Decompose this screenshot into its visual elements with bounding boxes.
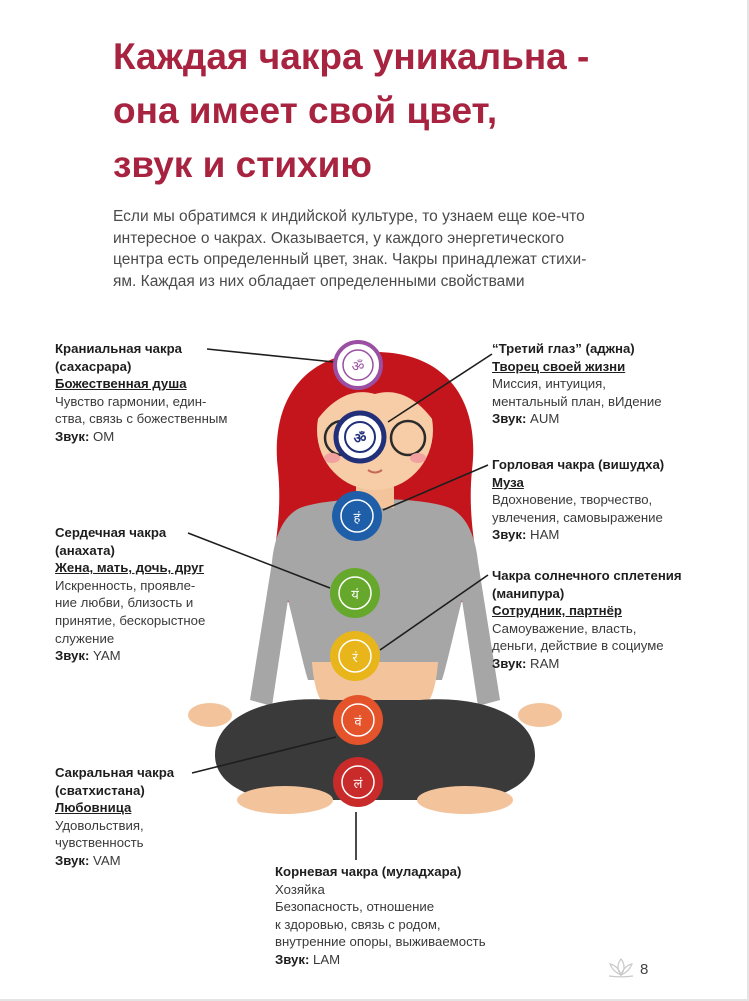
solar-desc-2: деньги, действие в социуме (492, 638, 664, 654)
chakra-crown-badge (335, 342, 381, 388)
page-number: 8 (640, 961, 649, 978)
chakra-solar-description (492, 567, 682, 673)
chakra-heart-badge (330, 568, 380, 618)
heading-line-1: Каждая чакра уникальна - (113, 36, 590, 77)
chakra-throat-description (492, 456, 664, 544)
third-eye-desc-1: Миссия, интуиция, (492, 376, 606, 392)
throat-symbol: हं (353, 511, 361, 526)
throat-title-1: Горловая чакра (вишудха) (492, 457, 665, 472)
solar-title-2: (манипура) (492, 585, 565, 601)
chakra-throat-badge (332, 491, 382, 541)
throat-sound-label: Звук: (492, 527, 527, 543)
root-symbol: लं (353, 777, 363, 792)
third-eye-sound-line (492, 410, 662, 428)
solar-title-1: Чакра солнечного сплетения (492, 568, 682, 583)
third-eye-role: Творец своей жизни (492, 358, 626, 374)
heading-line-2: она имеет свой цвет, (113, 90, 498, 131)
root-desc-2: к здоровью, связь с родом, (275, 916, 441, 932)
chakra-root-badge (333, 757, 383, 807)
crown-role: Божественная душа (55, 376, 187, 392)
sacral-sound-line (55, 852, 174, 870)
chakra-third-eye-description (492, 340, 662, 428)
heart-desc-4: служение (55, 630, 115, 646)
sacral-symbol: वं (354, 715, 362, 730)
throat-desc-1: Вдохновение, творчество, (492, 492, 653, 508)
heart-symbol: यं (351, 588, 359, 603)
chakra-sacral-description (55, 764, 174, 870)
heart-sound-line (55, 647, 205, 665)
solar-sound-line (492, 655, 682, 673)
solar-sound-label: Звук: (492, 655, 527, 671)
crown-title-2: (сахасрара) (55, 358, 132, 374)
root-desc-1: Безопасность, отношение (275, 899, 435, 915)
chakra-heart-description (55, 524, 205, 665)
sacral-title-1: Сакральная чакра (55, 765, 175, 780)
crown-desc-1: Чувство гармонии, един- (55, 393, 207, 409)
heart-desc-2: ние любви, близость и (55, 595, 194, 611)
left-foot (237, 786, 333, 814)
chakra-root-description (275, 863, 486, 969)
heading-line-3: звук и стихию (113, 144, 372, 185)
solar-sound: RAM (526, 655, 560, 671)
solar-desc-1: Самоуважение, власть, (492, 620, 637, 636)
intro-line-2: интересное о чакрах. Оказывается, у каждого энергетического (113, 229, 565, 247)
heart-sound-label: Звук: (55, 648, 90, 664)
sacral-desc-2: чувственность (55, 835, 144, 851)
chakra-sacral-badge (333, 695, 383, 745)
third-eye-sound: AUM (526, 411, 560, 427)
sacral-sound-label: Звук: (55, 852, 90, 868)
right-hand (518, 703, 562, 727)
root-desc-3: внутренние опоры, выживаемость (275, 934, 486, 950)
heart-sound: YAM (89, 648, 121, 664)
chakra-solar-badge (330, 631, 380, 681)
crown-sound: ОМ (89, 428, 115, 444)
root-title-1: Корневая чакра (муладхара) (275, 864, 462, 879)
right-foot (417, 786, 513, 814)
third-eye-title-1: “Третий глаз” (аджна) (492, 341, 635, 356)
third-eye-desc-2: ментальный план, вИдение (492, 393, 662, 409)
crown-sound-label: Звук: (55, 428, 90, 444)
sacral-title-2: (сватхистана) (55, 782, 145, 798)
crown-desc-2: ства, связь с божественным (55, 411, 228, 427)
lotus-icon (606, 957, 636, 979)
throat-role: Муза (492, 474, 524, 490)
right-cheek (410, 453, 426, 463)
crown-symbol: ॐ (351, 359, 365, 375)
throat-sound-line (492, 526, 664, 544)
third-eye-sound-label: Звук: (492, 411, 527, 427)
heart-title-1: Сердечная чакра (55, 525, 167, 540)
root-role: Хозяйка (275, 881, 325, 897)
intro-line-4: ям. Каждая из них обладает определенными свойствами (113, 272, 525, 290)
throat-desc-2: увлечения, самовыражение (492, 509, 663, 525)
root-sound-line (275, 951, 486, 969)
heart-role: Жена, мать, дочь, друг (55, 560, 204, 576)
sacral-desc-1: Удовольствия, (55, 817, 144, 833)
left-cheek (324, 453, 340, 463)
sacral-sound: VAM (89, 852, 121, 868)
root-sound-label: Звук: (275, 951, 310, 967)
chakra-crown-description (55, 340, 227, 446)
left-hand (188, 703, 232, 727)
crown-title-1: Краниальная чакра (55, 341, 182, 356)
throat-sound: HAM (526, 527, 560, 543)
solar-symbol: रं (352, 651, 358, 666)
solar-role: Сотрудник, партнёр (492, 603, 622, 619)
heart-title-2: (анахата) (55, 542, 115, 558)
intro-line-1: Если мы обратимся к индийской культуре, то узнаем еще кое-что (113, 208, 585, 225)
heart-desc-1: Искренность, проявле- (55, 577, 196, 593)
crown-sound-line (55, 428, 227, 446)
root-sound: LAM (309, 951, 341, 967)
intro-line-3: центра есть определенный цвет, знак. Чакры принадлежат стихи- (113, 251, 587, 268)
sacral-role: Любовница (55, 800, 132, 816)
chakra-third-eye-badge (336, 413, 384, 461)
third-eye-symbol: ॐ (353, 431, 367, 447)
heart-desc-3: принятие, бескорыстное (55, 612, 206, 628)
